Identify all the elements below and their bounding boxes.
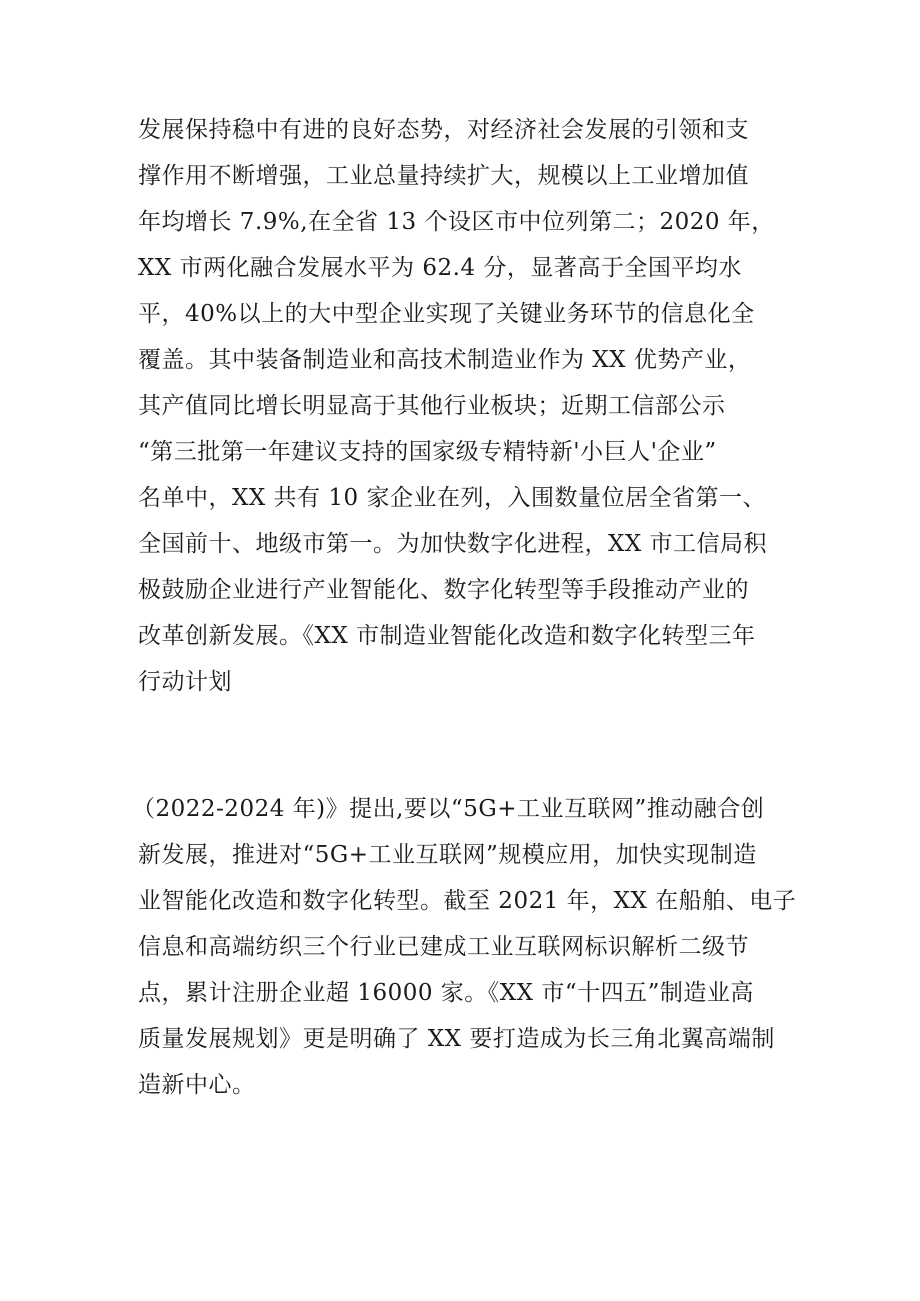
text-line: 覆盖。其中装备制造业和高技术制造业作为 XX 优势产业， <box>138 347 752 373</box>
text-line: 新发展，推进对“5G+工业互联网”规模应用，加快实现制造 <box>138 842 757 868</box>
text-line: 撑作用不断增强，工业总量持续扩大，规模以上工业增加值 <box>138 163 749 189</box>
text-line: （2022-2024 年)》提出,要以“5G+工业互联网”推动融合创 <box>132 796 765 822</box>
text-line: 极鼓励企业进行产业智能化、数字化转型等手段推动产业的 <box>138 577 749 603</box>
text-line: 改革创新发展。《XX 市制造业智能化改造和数字化转型三年 <box>138 623 756 649</box>
text-line: 平，40%以上的大中型企业实现了关键业务环节的信息化全 <box>138 301 755 327</box>
text-line: 名单中，XX 共有 10 家企业在列，入围数量位居全省第一、 <box>138 485 766 511</box>
text-line: 信息和高端纺织三个行业已建成工业互联网标识解析二级节 <box>138 934 749 960</box>
text-line: 点，累计注册企业超 16000 家。《XX 市“十四五”制造业高 <box>138 980 754 1006</box>
text-line: 业智能化改造和数字化转型。截至 2021 年，XX 在船舶、电子 <box>138 888 797 914</box>
text-line: 行动计划 <box>138 669 232 695</box>
text-line: 年均增长 7.9%,在全省 13 个设区市中位列第二；2020 年， <box>138 209 775 235</box>
text-line: XX 市两化融合发展水平为 62.4 分，显著高于全国平均水 <box>138 255 742 281</box>
text-line: 其产值同比增长明显高于其他行业板块；近期工信部公示 <box>138 393 726 419</box>
text-line: 全国前十、地级市第一。为加快数字化进程，XX 市工信局积 <box>138 531 768 557</box>
text-line: “第三批第一年建议支持的国家级专精特新'小巨人'企业” <box>138 439 717 465</box>
text-line: 质量发展规划》更是明确了 XX 要打造成为长三角北翼高端制 <box>138 1026 775 1052</box>
text-line: 发展保持稳中有进的良好态势，对经济社会发展的引领和支 <box>138 117 749 143</box>
text-line: 造新中心。 <box>138 1072 256 1098</box>
